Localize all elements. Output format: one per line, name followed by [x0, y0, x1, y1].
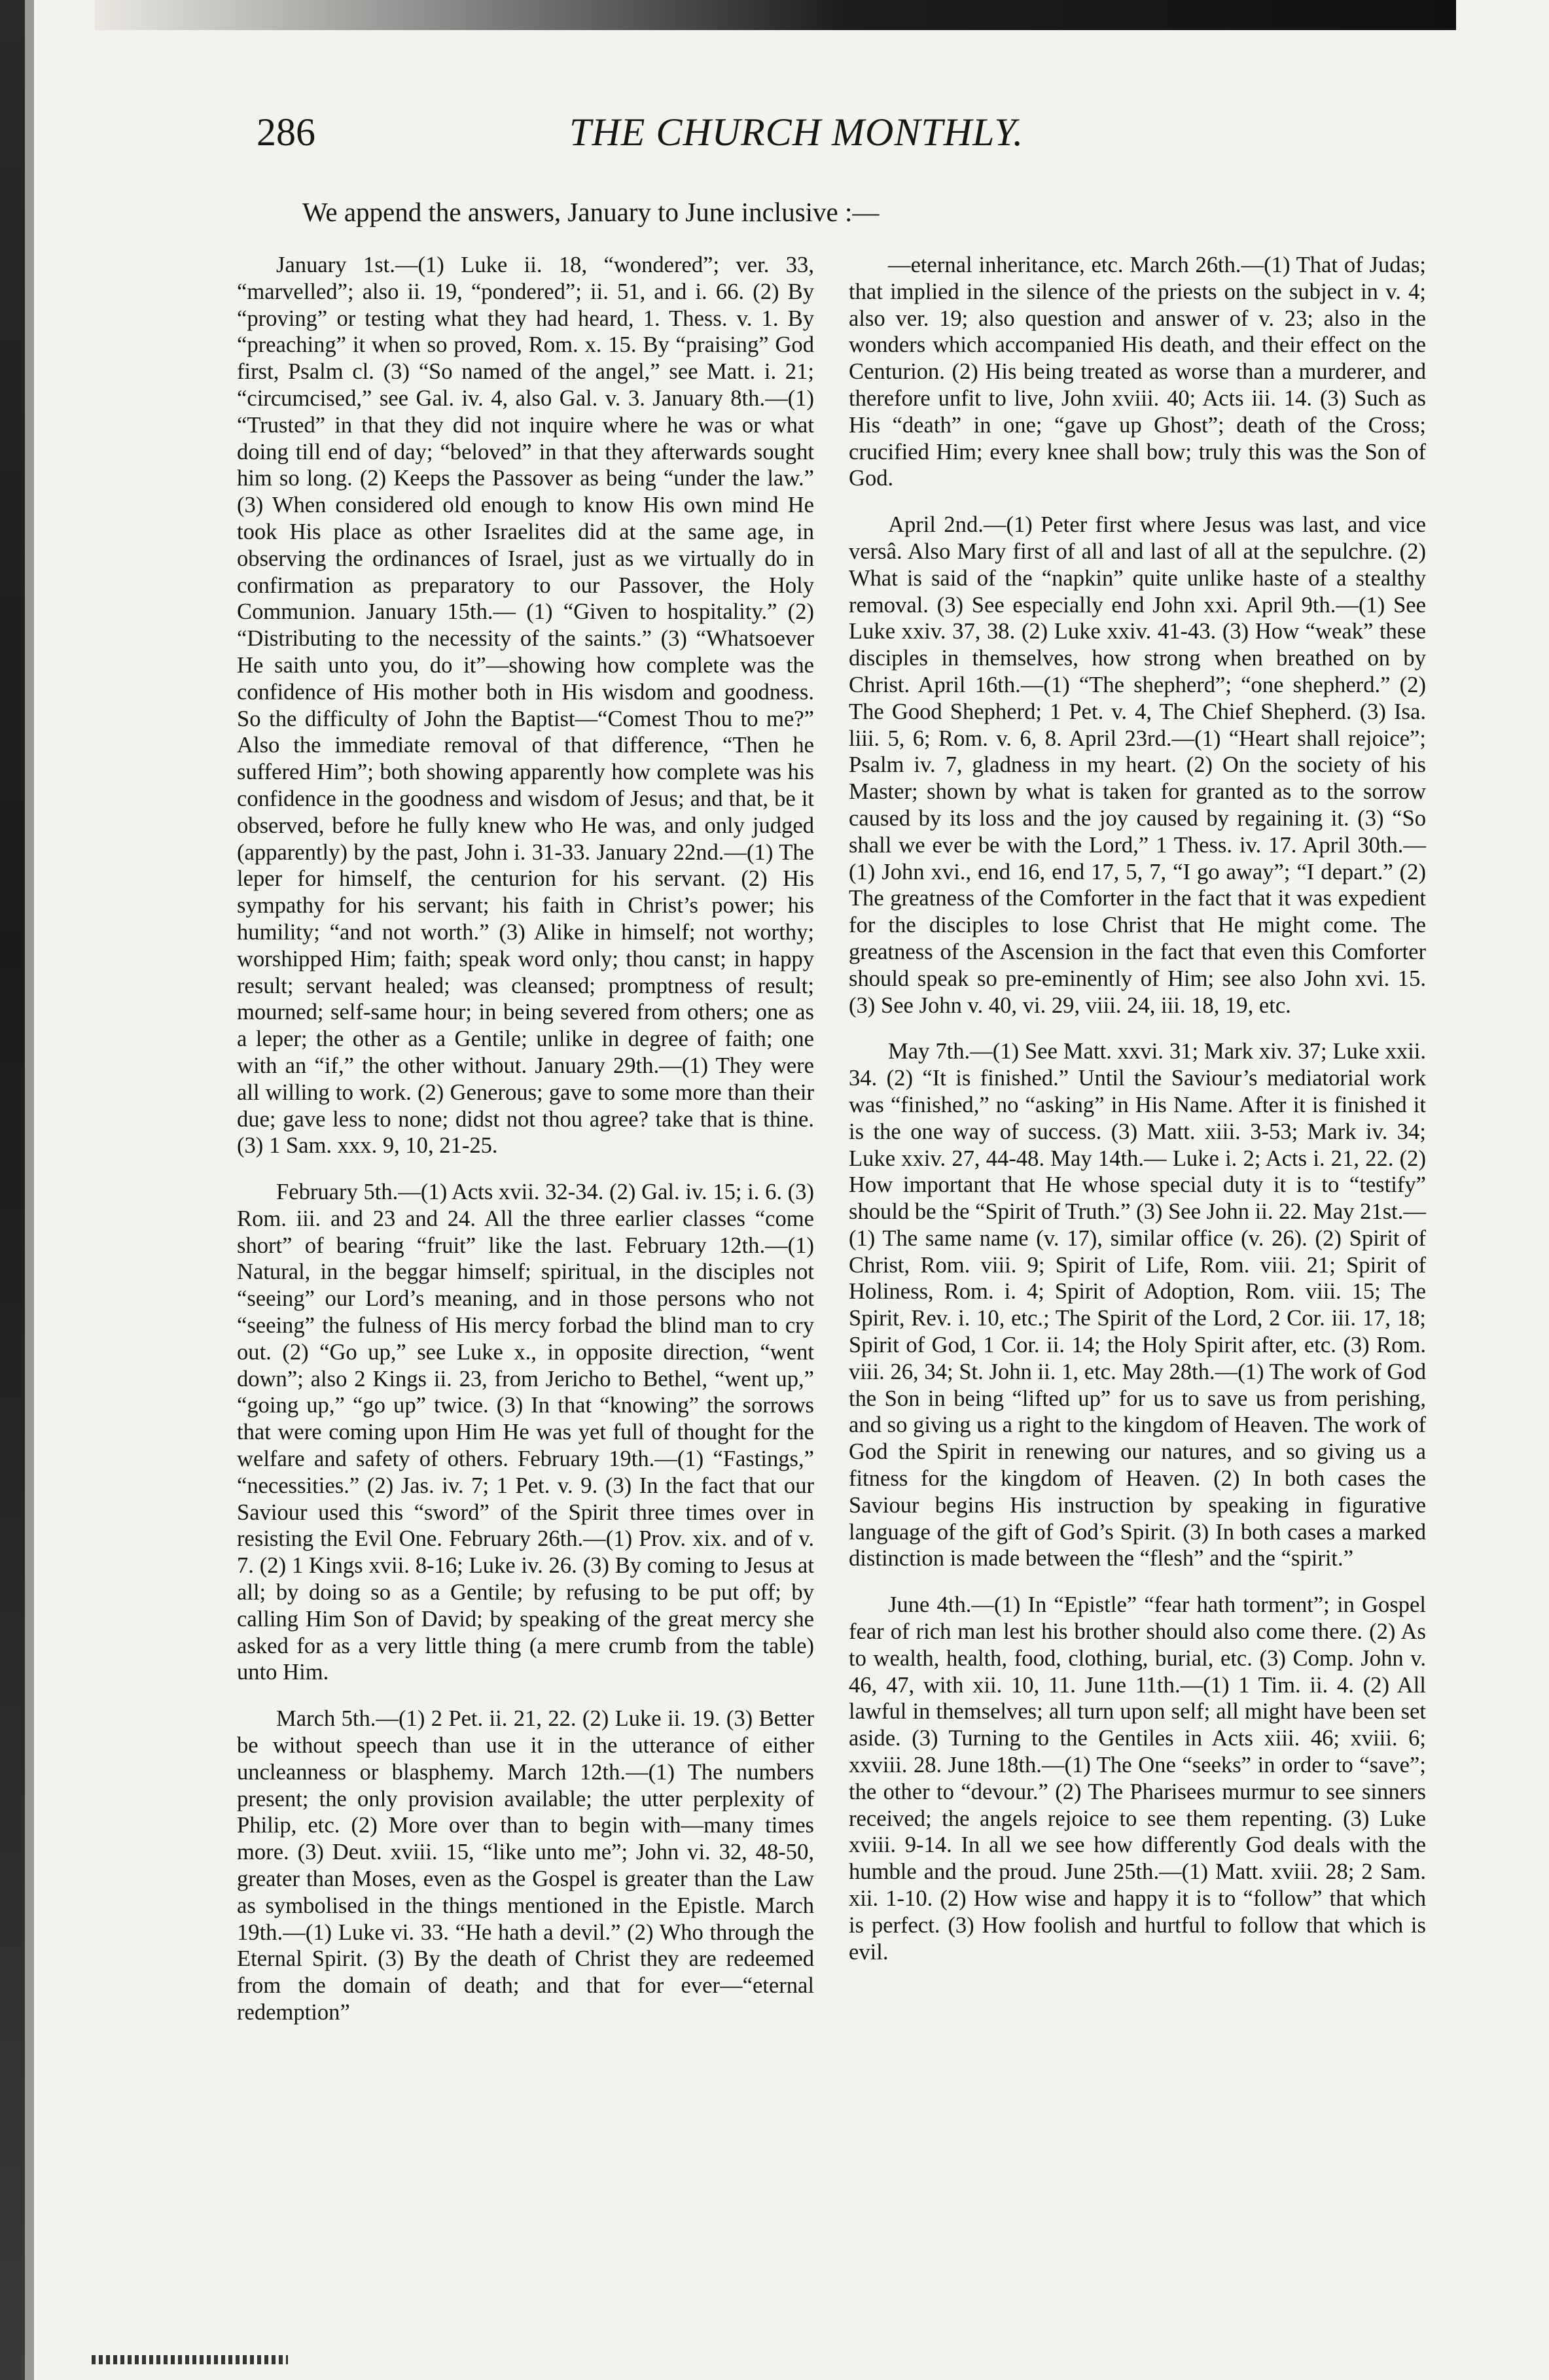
running-head: THE CHURCH MONTHLY.: [569, 111, 1024, 154]
paragraph-june: June 4th.—(1) In “Epistle” “fear hath torment”; in Gospel fear of rich man lest his brother should also come there. (2) As to wealth, health, food, clothing, burial, etc. (3) Comp. John v. 46, 47, with xii. 10, 11. June 11th.—(1) 1 Tim. ii. 4. (2) All lawful in themselves; all turn upon self; all might have been set aside. (3) Turning to the Gentiles in Acts xiii. 46; xviii. 6; xxviii. 28. June 18th.—(1) The One “seeks” in order to “save”; the other to “devour.” (2) The Pharisees murmur to see sinners received; the angels rejoice to see them repenting. (3) Luke xviii. 9-14. In all we see how differently God deals with the humble and the proud. June 25th.—(1) Matt. xviii. 28; 2 Sam. xii. 1-10. (2) How wise and happy it is to “follow” that which is perfect. (3) How foolish and hurtful to follow that which is evil.: [849, 1592, 1426, 1965]
scan-bottom-mark: [92, 2355, 288, 2364]
scan-top-rule: [95, 0, 1456, 30]
page-number: 286: [257, 111, 315, 154]
paragraph-march: March 5th.—(1) 2 Pet. ii. 21, 22. (2) Luke ii. 19. (3) Better be without speech than use it in the utterance of either uncleanness or blasphemy. March 12th.—(1) The numbers present; the only provision available; the utter perplexity of Philip, etc. (2) More over than to begin with—many times more. (3) Deut. xviii. 15, “like unto me”; John vi. 32, 48-50, greater than Moses, even as the Gospel is greater than the Law as symbolised in the things mentioned in the Epistle. March 19th.—(1) Luke vi. 33. “He hath a devil.” (2) Who through the Eternal Spirit. (3) By the death of Christ they are redeemed from the domain of death; and that for ever—“eternal redemption”: [237, 1706, 814, 2025]
paragraph-april: April 2nd.—(1) Peter first where Jesus was last, and vice versâ. Also Mary first of all and last of all at the sepulchre. (2) What is said of the “napkin” quite unlike haste of a stealthy removal. (3) See especially end John xxi. April 9th.—(1) See Luke xxiv. 37, 38. (2) Luke xxiv. 41-43. (3) How “weak” these disciples in themselves, how strong when breathed on by Christ. April 16th.—(1) “The shepherd”; “one shepherd.” (2) The Good Shepherd; 1 Pet. v. 4, The Chief Shepherd. (3) Isa. liii. 5, 6; Rom. v. 6, 8. April 23rd.—(1) “Heart shall rejoice”; Psalm iv. 7, gladness in my heart. (2) On the society of his Master; shown by what is taken for granted as to the sorrow caused by its loss and the joy caused by regaining it. (3) “So shall we ever be with the Lord,” 1 Thess. iv. 17. April 30th.— (1) John xvi., end 16, end 17, 5, 7, “I go away”; “I depart.” (2) The greatness of the Comforter in the fact that it was expedient for the disciples to lose Christ that He might come. The greatness of the Ascension in the fact that even this Comforter should speak so pre-eminently of Him; see also John xvi. 15. (3) See John v. 40, vi. 29, viii. 24, iii. 18, 19, etc.: [849, 512, 1426, 1018]
paragraph-may: May 7th.—(1) See Matt. xxvi. 31; Mark xiv. 37; Luke xxii. 34. (2) “It is finished.” Until the Saviour’s mediatorial work was “finished,” no “asking” in His Name. After it is finished it is the one way of success. (3) Matt. xiii. 3-53; Mark iv. 34; Luke xxiv. 27, 44-48. May 14th.— Luke i. 2; Acts i. 21, 22. (2) How important that He whose special duty it is to “testify” should be the “Spirit of Truth.” (3) See John ii. 22. May 21st.—(1) The same name (v. 17), similar office (v. 26). (2) Spirit of Christ, Rom. viii. 9; Spirit of Life, Rom. viii. 21; Spirit of Holiness, Rom. i. 4; Spirit of Adoption, Rom. viii. 15; The Spirit, Rev. i. 10, etc.; The Spirit of the Lord, 2 Cor. iii. 17, 18; Spirit of God, 1 Cor. ii. 14; the Holy Spirit after, etc. (3) Rom. viii. 26, 34; St. John ii. 1, etc. May 28th.—(1) The work of God the Son in being “lifted up” for us to save us from perishing, and so giving us a right to the kingdom of Heaven. The work of God the Spirit in renewing our natures, and so giving us a fitness for the kingdom of Heaven. (2) In both cases the Saviour begins His instruction by speaking in figurative language of the gift of God’s Spirit. (3) In both cases a marked distinction is made between the “flesh” and the “spirit.”: [849, 1039, 1426, 1571]
paragraph-march-continued: —eternal inheritance, etc. March 26th.—(1) That of Judas; that implied in the silence of the priests on the subject in v. 4; also ver. 19; also question and answer of v. 23; also in the wonders which accompanied His death, and their effect on the Centurion. (2) His being treated as worse than a murderer, and therefore unfit to live, John xviii. 40; Acts iii. 14. (3) Such as His “death” in one; “gave up Ghost”; death of the Cross; crucified Him; every knee shall bow; truly this was the Son of God.: [849, 253, 1426, 491]
scan-edge-gutter: [25, 0, 34, 2380]
paragraph-february: February 5th.—(1) Acts xvii. 32-34. (2) Gal. iv. 15; i. 6. (3) Rom. iii. and 23 and 24. All the three earlier classes “come short” of bearing “fruit” like the last. February 12th.—(1) Natural, in the beggar himself; spiritual, in the disciples not “seeing” our Lord’s meaning, and in those persons who not “seeing” the fulness of His mercy forbad the blind man to cry out. (2) “Go up,” see Luke x., in opposite direction, “went down”; also 2 Kings ii. 23, from Jericho to Bethel, “went up,” “going up,” “go up” twice. (3) In that “knowing” the sorrows that were coming upon Him He was yet full of thought for the welfare and safety of others. February 19th.—(1) “Fastings,” “necessities.” (2) Jas. iv. 7; 1 Pet. v. 9. (3) In the fact that our Saviour used this “sword” of the Spirit three times over in resisting the Evil One. February 26th.—(1) Prov. xix. and of v. 7. (2) 1 Kings xvii. 8-16; Luke iv. 26. (3) By coming to Jesus at all; by doing so as a Gentile; by refusing to be put off; by calling Him Son of David; by speaking of the great mercy she asked for as a very little thing (a mere crumb from the table) unto Him.: [237, 1180, 814, 1685]
left-column: [237, 252, 814, 2046]
paragraph-january: January 1st.—(1) Luke ii. 18, “wondered”; ver. 33, “marvelled”; also ii. 19, “pondered”; ii. 51, and i. 66. (2) By “proving” or testing what they had heard, 1. Thess. v. 1. By “preaching” it when so proved, Rom. x. 15. By “praising” God first, Psalm cl. (3) “So named of the angel,” see Matt. i. 21; “circumcised,” see Gal. iv. 4, also Gal. v. 3. January 8th.—(1) “Trusted” in that they did not inquire where he was or what doing till end of day; “beloved” in that they afterwards sought him so long. (2) Keeps the Passover as being “under the law.” (3) When considered old enough to know His own mind He took His place as other Israelites did at the same age, in observing the ordinances of Israel, just as we virtually do in confirmation as preparatory to our Passover, the Holy Communion. January 15th.— (1) “Given to hospitality.” (2) “Distributing to the necessity of the saints.” (3) “Whatsoever He saith unto you, do it”—showing how complete was the confidence of His mother both in His wisdom and goodness. So the difficulty of John the Baptist—“Comest Thou to me?” Also the immediate removal of that difference, “Then he suffered Him”; both showing apparently how complete was his confidence in the goodness and wisdom of Jesus; and that, be it observed, before he fully knew who He was, and only judged (apparently) by the past, John i. 31-33. January 22nd.—(1) The leper for himself, the centurion for his servant. (2) His sympathy for his servant; his faith in Christ’s power; his humility; “and not worth.” (3) Alike in himself; not worthy; worshipped Him; faith; speak word only; thou canst; in happy result; servant healed; was cleansed; promptness of result; mourned; self-same hour; in being severed from others; one as a leper; the other as a Gentile; unlike in degree of faith; one with an “if,” the other without. January 29th.—(1) They were all willing to work. (2) Generous; gave to some more than their due; gave less to none; didst not thou agree? take that is thine. (3) 1 Sam. xxx. 9, 10, 21-25.: [237, 253, 814, 1159]
scan-edge-shadow: [0, 0, 25, 2380]
intro-line: We append the answers, January to June inclusive :—: [302, 197, 880, 227]
right-column: [849, 252, 1426, 1985]
